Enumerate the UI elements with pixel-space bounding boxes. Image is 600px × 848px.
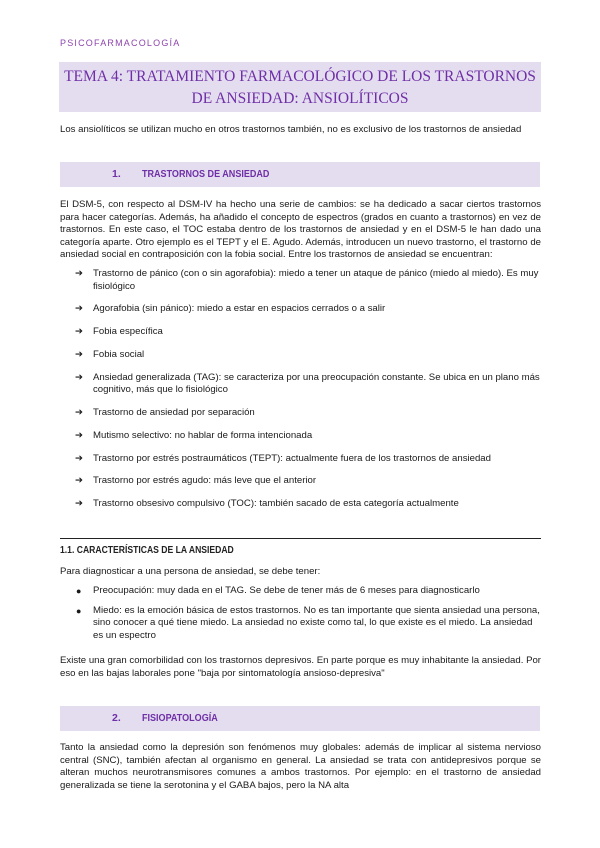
subsection-intro — [60, 566, 541, 579]
list-item: ➔ Agorafobia (sin pánico): miedo a estar en espacios cerrados o a salir — [75, 303, 386, 315]
document-title — [59, 62, 541, 112]
arrow-icon: ➔ — [75, 475, 84, 487]
list-item: ➔ Trastorno de pánico (con o sin agorafobia): miedo a tener un ataque de pánico (miedo al miedo). Es muy fisiológico — [75, 268, 539, 292]
arrow-icon: ➔ — [75, 326, 84, 338]
bullet-icon: ● — [76, 605, 82, 616]
section-title: TRASTORNOS DE ANSIEDAD — [142, 168, 270, 180]
arrow-icon: ➔ — [75, 429, 84, 441]
section-1-paragraph — [60, 199, 541, 262]
subsection-closing — [60, 655, 541, 680]
arrow-icon: ➔ — [75, 303, 84, 315]
arrow-icon: ➔ — [75, 371, 84, 383]
section-number: 1. — [112, 168, 121, 180]
subsection-heading — [60, 538, 541, 556]
title-line-2: DE ANSIEDAD: ANSIOLÍTICOS — [191, 90, 409, 107]
paragraph-text: El DSM-5, con respecto al DSM-IV ha hecho una serie de cambios: se ha dedicado a sacar ciertos trastornos para hacer categorías. Además, ha añadido el concepto de espectros (grados en cuanto a trastornos) en vez de trastornos. En este caso, el TOC estaba dentro de los trastornos de ansiedad y en el DSM-5 le han dado una categoría aparte. Otro ejemplo es el TEPT y el E. Agudo. Además, introducen un nuevo trastorno, el trastorno de ansiedad social en contraposición con la fobia social. Entre los trastornos de ansiedad se encuentran: — [60, 199, 541, 261]
list-item: ➔ Ansiedad generalizada (TAG): se caracteriza por una preocupación constante. Se ubica en un plano más cognitivo, más que lo fisiológico — [75, 371, 540, 396]
paragraph-text: Tanto la ansiedad como la depresión son fenómenos muy globales: además de implicar al sistema nervioso central (SNC), también afectan al organismo en general. La ansiedad se trata con antidepresivos porque se alteran muchos neurotransmisores comunes a ambos trastornos. Por ejemplo: en el trastorno de ansiedad generalizada se tiene la serotonina y el GABA bajos, pero la NA alta — [60, 742, 541, 791]
running-header: PSICOFARMACOLOGÍA — [60, 38, 181, 48]
list-item: ➔ Fobia social — [75, 348, 145, 360]
arrow-icon: ➔ — [75, 407, 84, 419]
list-item: ➔ Fobia específica — [75, 326, 163, 338]
paragraph-text: Para diagnosticar a una persona de ansiedad, se debe tener: — [60, 566, 321, 577]
section-heading-1 — [60, 162, 540, 187]
anxiety-disorders-list — [60, 268, 541, 521]
title-line-1: TEMA 4: TRATAMIENTO FARMACOLÓGICO DE LOS TRASTORNOS — [64, 68, 536, 85]
list-item: ➔ Trastorno obsesivo compulsivo (TOC): también sacado de esta categoría actualmente — [75, 498, 459, 510]
arrow-icon: ➔ — [75, 268, 84, 279]
list-item: ● Preocupación: muy dada en el TAG. Se debe de tener más de 6 meses para diagnosticarlo — [76, 585, 480, 596]
section-2-paragraph — [60, 742, 541, 792]
anxiety-characteristics-list — [60, 585, 541, 649]
list-item: ➔ Mutismo selectivo: no hablar de forma intencionada — [75, 429, 313, 441]
section-number: 2. — [112, 712, 121, 724]
arrow-icon: ➔ — [75, 452, 84, 464]
paragraph-text: Existe una gran comorbilidad con los trastornos depresivos. En parte porque es muy inhabitante la ansiedad. Por eso en las bajas laborales pone "baja por sintomatología ansioso-depresiva" — [60, 655, 541, 679]
list-item: ● Miedo: es la emoción básica de estos trastornos. No es tan importante que sienta ansiedad una persona, sino conocer a qué tiene miedo. La ansiedad no existe como tal, lo que existe es el miedo. La ansiedad es un espectro — [76, 604, 540, 641]
bullet-icon: ● — [76, 586, 82, 596]
list-item: ➔ Trastorno de ansiedad por separación — [75, 407, 255, 419]
arrow-icon: ➔ — [75, 498, 84, 510]
section-heading-2 — [60, 706, 540, 731]
section-title: FISIOPATOLOGÍA — [142, 712, 218, 724]
list-item: ➔ Trastorno por estrés postraumáticos (TEPT): actualmente fuera de los trastornos de ansiedad — [75, 452, 491, 464]
list-item: ➔ Trastorno por estrés agudo: más leve que el anterior — [75, 475, 317, 487]
arrow-icon: ➔ — [75, 348, 84, 360]
intro-text: Los ansiolíticos se utilizan mucho en otros trastornos también, no es exclusivo de los trastornos de ansiedad — [60, 124, 522, 135]
subsection-title: 1.1. CARACTERÍSTICAS DE LA ANSIEDAD — [60, 545, 234, 556]
